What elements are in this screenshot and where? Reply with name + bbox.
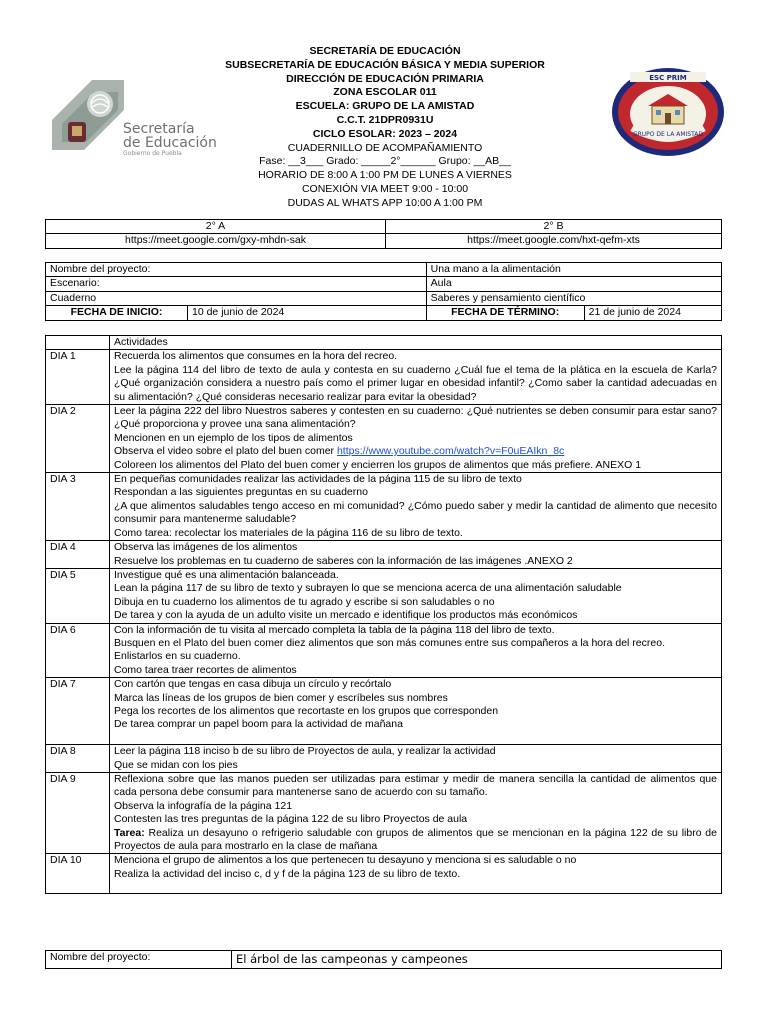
day-label: DIA 2 [46,405,110,473]
school-seal-icon [610,66,726,158]
activity-line: Respondan a las siguientes preguntas en su cuaderno [114,486,368,499]
logo-line-1: Secretaría [123,121,195,137]
end-date-value: 21 de junio de 2024 [584,306,721,320]
day-2-activities [110,405,722,473]
activity-line: Pega los recortes de los alimentos que recortaste en los grupos que corresponden [114,704,499,717]
activity-line: Menciona el grupo de alimentos a los que pertenecen tu desayuno y menciona si es saludable o no [114,854,577,867]
activity-line: Como tarea traer recortes de alimentos [114,663,297,676]
activity-line: Lean la página 117 de su libro de texto y subrayen lo que se menciona acerca de una alimentación saludable [114,582,622,595]
header-line-12: DUDAS AL WHATS APP 10:00 A 1:00 PM [287,196,483,209]
table-row [46,854,722,894]
book-value: Saberes y pensamiento científico [426,291,721,305]
header-line-9: Fase: __3___ Grado: _____2°______ Grupo: __AB__ [259,155,511,168]
group-a-meet-link[interactable]: https://meet.google.com/gxy-mhdn-sak [46,234,386,248]
day-1-activities [110,350,722,405]
day-label: DIA 9 [46,772,110,853]
day-label: DIA 3 [46,473,110,541]
next-project-value: El árbol de las campeonas y campeones [232,951,722,969]
activity-line: Realiza la actividad del inciso c, d y f de la página 123 de su libro de texto. [114,867,461,880]
activity-line: De tarea y con la ayuda de un adulto visite un mercado e identifique los productos más económicos [114,609,578,622]
activity-line: Enlistarlos en su cuaderno. [114,650,241,663]
group-b-label: 2° B [386,220,722,234]
activity-line: Reflexiona sobre que las manos pueden ser utilizadas para estimar y medir de manera sencilla la cantidad de alimentos que cada persona debe consumir para mantenerse sano de acuerdo con su tamaño. [114,772,717,799]
activity-line: Con cartón que tengas en casa dibuja un círculo y recórtalo [114,678,392,691]
logo-line-3: Gobierno de Puebla [123,150,182,157]
table-row [46,772,722,853]
day-label: DIA 5 [46,568,110,623]
header-line-10: HORARIO DE 8:00 A 1:00 PM DE LUNES A VIERNES [258,169,512,182]
activity-line: Marca las líneas de los grupos de bien comer y escríbeles sus nombres [114,691,448,704]
activity-line: Dibuja en tu cuaderno los alimentos de tu agrado y escribe si son saludables o no [114,595,495,608]
scene-value: Aula [426,277,721,291]
day-header-cell [46,336,110,350]
header-line-1: SECRETARÍA DE EDUCACIÓN [309,45,461,57]
project-name-label: Nombre del proyecto: [46,263,427,277]
day-8-activities [110,745,722,773]
activity-line: Investigue qué es una alimentación balanceada. [114,568,339,581]
youtube-video-link[interactable]: https://www.youtube.com/watch?v=F0uEAIkn_8c [336,445,565,458]
next-project-label: Nombre del proyecto: [46,951,232,969]
header-line-8: CUADERNILLO DE ACOMPAÑAMIENTO [287,141,483,154]
table-row [46,541,722,569]
activity-line: De tarea comprar un papel boom para la actividad de mañana [114,718,403,731]
day-7-activities [110,678,722,745]
activity-line: Contesten las tres preguntas de la página 122 de su libro Proyectos de aula [114,813,468,826]
school-seal [610,66,726,158]
day-label: DIA 8 [46,745,110,773]
day-5-activities [110,568,722,623]
activity-line: Que se midan con los pies [114,758,238,771]
header-line-11: CONEXIÓN VIA MEET 9:00 - 10:00 [301,182,469,195]
homework-label: Tarea: [114,826,145,839]
table-row [46,350,722,405]
table-row [46,336,722,350]
activity-line: Observa la infografía de la página 121 [114,799,293,812]
logo-line-2: de Educación [123,135,217,151]
activity-text: Observa el video sobre el plato del buen comer [114,445,337,458]
activity-line: Con la información de tu visita al mercado completa la tabla de la página 118 del libro de texto. [114,623,555,636]
header-line-2: SUBSECRETARÍA DE EDUCACIÓN BÁSICA Y MEDIA SUPERIOR [225,58,545,71]
day-label: DIA 4 [46,541,110,569]
table-row [46,745,722,773]
table-row [46,568,722,623]
scene-label: Escenario: [46,277,427,291]
header-line-5: ESCUELA: GRUPO DE LA AMISTAD [295,100,475,113]
activity-line: Coloreen los alimentos del Plato del buen comer y encierren los grupos de alimentos que más prefiere. ANEXO 1 [114,458,642,471]
seal-top-text: ESC PRIM [649,74,687,82]
next-project-table [45,950,722,969]
activity-line: ¿A que alimentos saludables tengo acceso en mi comunidad? ¿Cómo puedo saber y medir la cantidad de alimento que necesito consumir para mantenerme saludable? [114,499,717,526]
meet-links-table [45,219,722,249]
seal-ring-text: GRUPO DE LA AMISTAD [632,131,704,138]
end-date-label: FECHA DE TÉRMINO: [426,306,584,320]
activities-header: Actividades [110,336,722,350]
document-header [200,45,570,211]
activity-line: Leer la página 222 del libro Nuestros saberes y contesten en su cuaderno: ¿Qué nutrientes se deben consumir para estar sano? ¿Qué proporciona y provee una sana alimentación? [114,405,717,431]
start-date-label: FECHA DE INICIO: [46,306,188,320]
header-line-3: DIRECCIÓN DE EDUCACIÓN PRIMARIA [286,72,484,85]
start-date-value: 10 de junio de 2024 [188,306,427,320]
table-row [46,405,722,473]
book-label: Cuaderno [46,291,427,305]
day-3-activities [110,473,722,541]
activity-text: Realiza un desayuno o refrigerio saludable con grupos de alimentos que se mencionan en la página 122 de su libro de Proyectos de aula para mostrarlo en la clase de mañana [114,826,717,852]
activity-line [114,445,717,458]
day-6-activities [110,623,722,678]
activity-line: Como tarea: recolectar los materiales de la página 116 de su libro de texto. [114,526,463,539]
activities-table [45,335,722,894]
group-a-label: 2° A [46,220,386,234]
day-label: DIA 6 [46,623,110,678]
project-name-value: Una mano a la alimentación [426,263,721,277]
activity-line [114,827,717,854]
day-label: DIA 7 [46,678,110,745]
logo-emblem-icon [44,80,124,160]
table-row [46,473,722,541]
group-b-meet-link[interactable]: https://meet.google.com/hxt-qefm-xts [386,234,722,248]
activity-line: Leer la página 118 inciso b de su libro de Proyectos de aula, y realizar la actividad [114,745,496,758]
activity-line: Recuerda los alimentos que consumes en la hora del recreo. [114,350,398,363]
header-line-7: CICLO ESOLAR: 2023 – 2024 [312,127,458,140]
day-label: DIA 10 [46,854,110,894]
activity-line: Lee la página 114 del libro de texto de aula y contesta en su cuaderno ¿Cuál fue el tema de la plática en la escuela de Karla? ¿Qué organización considera a nuestro país como el primer lugar en obesidad infantil? ¿Como saber la cantidad adecuadas en su alimentación? ¿Qué consideras necesario realizar para evitar la obesidad? [114,363,717,403]
day-9-activities [110,772,722,853]
table-row [46,623,722,678]
activity-line: Mencionen en un ejemplo de los tipos de alimentos [114,431,353,444]
table-row [46,678,722,745]
header-line-4: ZONA ESCOLAR 011 [333,86,437,99]
activity-line: Busquen en el Plato del buen comer diez alimentos que son más comunes entre sus compañeros a la hora del recreo. [114,636,665,649]
day-4-activities [110,541,722,569]
activity-line: Observa las imágenes de los alimentos [114,541,298,554]
day-label: DIA 1 [46,350,110,405]
activity-line: Resuelve los problemas en tu cuaderno de saberes con la información de las imágenes .ANEXO 2 [114,554,573,567]
activity-line: En pequeñas comunidades realizar las actividades de la página 115 de su libro de texto [114,473,522,486]
project-info-table [45,262,722,321]
header-line-6: C.C.T. 21DPR0931U [336,113,434,126]
day-10-activities [110,854,722,894]
